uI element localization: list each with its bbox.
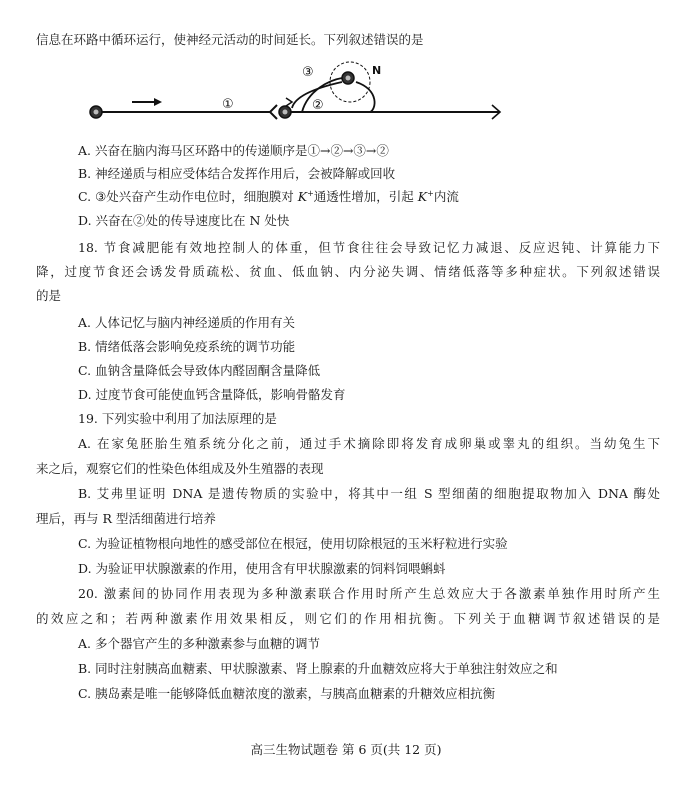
- label-1: ①: [222, 97, 234, 112]
- q17-option-c: [78, 189, 459, 205]
- q18-option-d: D. 过度节食可能使血钙含量降低，影响骨骼发育: [78, 387, 346, 402]
- synapse-terminal: [270, 105, 277, 119]
- q19-option-a-line-2: 来之后，观察它们的性染色体组成及外生殖器的表现: [36, 461, 324, 476]
- q19-option-a-line-1: A. 在家兔胚胎生殖系统分化之前，通过手术摘除即将发育成卵巢或睾丸的组织。当幼兔生下: [78, 436, 660, 451]
- label-N: N: [372, 64, 382, 77]
- q18-stem-line-2: 降，过度节食还会诱发骨质疏松、贫血、低血钠、内分泌失调、情绪低落等多种症状。下列叙述错误: [36, 264, 660, 279]
- q19-option-c: C. 为验证植物根向地性的感受部位在根冠，使用切除根冠的玉米籽粒进行实验: [78, 536, 508, 551]
- page-footer: 高三生物试题卷 第 6 页(共 12 页): [250, 742, 442, 757]
- q20-option-a: A. 多个器官产生的多种激素参与血糖的调节: [78, 636, 320, 651]
- ion-k-2-charge: +: [427, 188, 434, 198]
- q20-option-b: B. 同时注射胰高血糖素、甲状腺激素、肾上腺素的升血糖效应将大于单独注射效应之和: [78, 661, 558, 676]
- q18-option-a: A. 人体记忆与脑内神经递质的作用有关: [78, 315, 295, 330]
- ion-k-2: K: [417, 189, 428, 204]
- q18-stem-line-3: 的是: [36, 288, 62, 303]
- q20-stem-line-2: 的效应之和；若两种激素作用效果相反，则它们的作用相抗衡。下列关于血糖调节叙述错误的是: [36, 611, 660, 626]
- q18-option-c: C. 血钠含量降低会导致体内醛固酮含量降低: [78, 363, 321, 378]
- q18-option-b: B. 情绪低落会影响免疫系统的调节功能: [78, 339, 296, 354]
- q19-option-b-line-1: B. 艾弗里证明 DNA 是遗传物质的实验中，将其中一组 S 型细菌的细胞提取物加入 DNA 酶处: [78, 486, 660, 501]
- label-2: ②: [312, 98, 324, 113]
- ion-k-1: K: [297, 189, 308, 204]
- ion-k-1-charge: +: [307, 188, 314, 198]
- q20-option-c: C. 胰岛素是唯一能够降低血糖浓度的激素，与胰高血糖素的升糖效应相抗衡: [78, 686, 496, 701]
- q17-option-a: A. 兴奋在脑内海马区环路中的传递顺序是①→②→③→②: [78, 143, 389, 158]
- label-3: ③: [302, 65, 314, 80]
- q19-option-b-line-2: 理后，再与 R 型活细菌进行培养: [36, 511, 216, 526]
- q19-stem: 19. 下列实验中利用了加法原理的是: [78, 411, 277, 426]
- q20-stem-line-1: 20. 激素间的协同作用表现为多种激素联合作用时所产生总效应大于各激素单独作用时所产生: [78, 586, 660, 601]
- q17-option-c-post: 内流: [433, 189, 459, 204]
- q17-option-b: B. 神经递质与相应受体结合发挥作用后，会被降解或回收: [78, 166, 396, 181]
- q17-option-d: D. 兴奋在②处的传导速度比在 N 处快: [78, 213, 290, 228]
- q17-option-c-mid: 通透性增加，引起: [313, 189, 418, 204]
- neural-circuit-figure: [80, 60, 510, 130]
- q17-option-c-pre: C. ③处兴奋产生动作电位时，细胞膜对: [78, 189, 298, 204]
- intro-line: 信息在环路中循环运行，使神经元活动的时间延长。下列叙述错误的是: [36, 32, 424, 47]
- collateral-return: [356, 82, 375, 112]
- q19-option-d: D. 为验证甲状腺激素的作用，使用含有甲状腺激素的饲料饲喂蝌蚪: [78, 561, 446, 576]
- q18-stem-line-1: 18. 节食减肥能有效地控制人的体重，但节食往往会导致记忆力减退、反应迟钝、计算能力下: [78, 240, 660, 255]
